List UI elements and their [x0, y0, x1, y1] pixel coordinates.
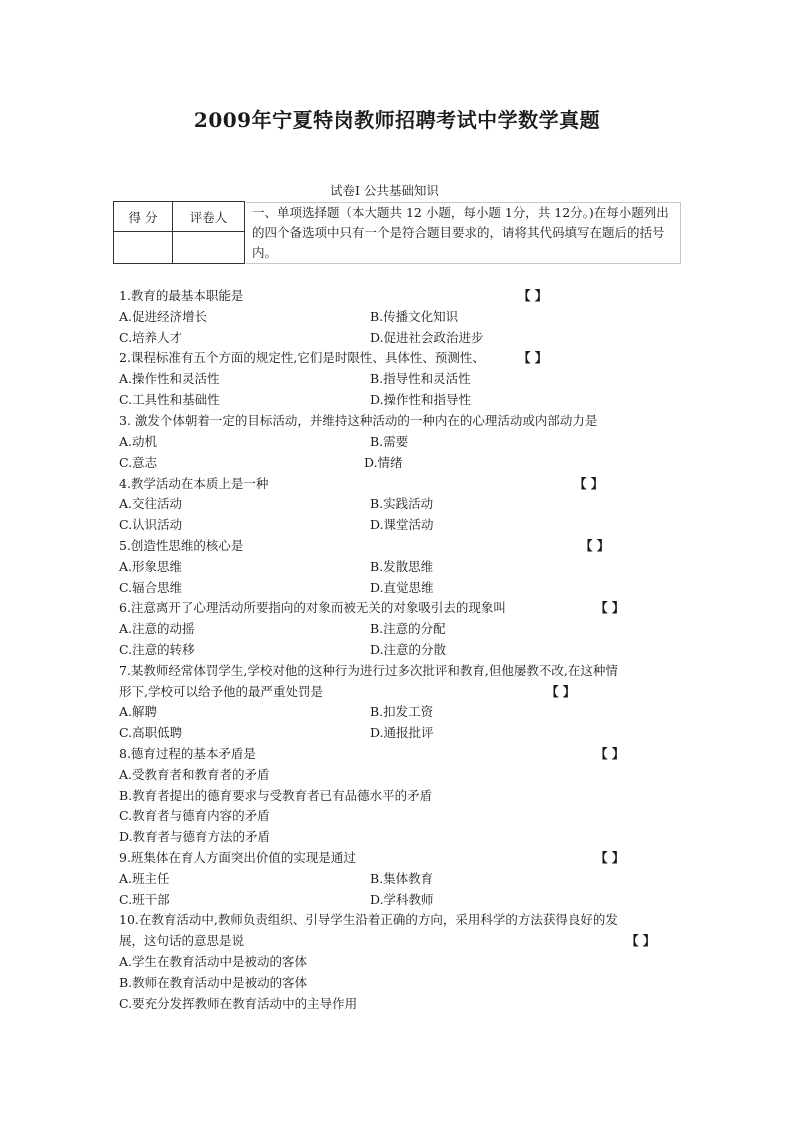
question-8-option-b: B.教育者提出的德育要求与受教育者已有品德水平的矛盾 [119, 788, 433, 803]
question-9-option-c: C.班干部 [119, 892, 170, 907]
section-instructions: 一、单项选择题（本大题共 12 小题，每小题 1分，共 12分。)在每小题列出的四个备选项中只有一个是符合题目要求的，请将其代码填写在题后的括号内。 [246, 202, 681, 264]
section-subtitle: 试卷Ⅰ 公共基础知识 [330, 183, 439, 198]
question-10-answer-bracket: 【 】 [626, 933, 656, 948]
grader-cell [173, 232, 245, 264]
question-1-answer-bracket: 【 】 [518, 288, 548, 303]
question-2-stem: 2.课程标准有五个方面的规定性,它们是时限性、具体性、预测性、 [119, 350, 485, 365]
question-1-option-a: A.促进经济增长 [119, 309, 208, 324]
question-1-option-b: B.传播文化知识 [370, 309, 459, 324]
question-4-option-c: C.认识活动 [119, 517, 183, 532]
question-1-option-c: C.培养人才 [119, 330, 183, 345]
question-10-option-b: B.教师在教育活动中是被动的客体 [119, 975, 308, 990]
question-10-option-a: A.学生在教育活动中是被动的客体 [119, 954, 308, 969]
question-7-stem-cont: 形下,学校可以给予他的最严重处罚是 [119, 684, 323, 699]
question-7-option-b: B.扣发工资 [370, 704, 434, 719]
question-6-option-a: A.注意的动摇 [119, 621, 195, 636]
question-5-option-b: B.发散思维 [370, 559, 434, 574]
question-8-stem: 8.德育过程的基本矛盾是 [119, 746, 256, 761]
question-2-option-a: A.操作性和灵活性 [119, 371, 220, 386]
question-2-option-d: D.操作性和指导性 [370, 392, 472, 407]
question-4-option-d: D.课堂活动 [370, 517, 434, 532]
question-8-answer-bracket: 【 】 [595, 746, 625, 761]
question-4-option-b: B.实践活动 [370, 496, 434, 511]
question-10-stem: 10.在教育活动中,教师负责组织、引导学生沿着正确的方向，采用科学的方法获得良好的发 [119, 912, 618, 927]
question-4-answer-bracket: 【 】 [574, 476, 604, 491]
question-7-option-d: D.通报批评 [370, 725, 434, 740]
grader-label: 评卷人 [173, 202, 245, 232]
question-5-option-d: D.直觉思维 [370, 580, 434, 595]
question-7-option-a: A.解聘 [119, 704, 158, 719]
question-3-stem: 3. 激发个体朝着一定的目标活动，并维持这种活动的一种内在的心理活动或内部动力是 [119, 413, 598, 428]
question-3-option-c: C.意志 [119, 455, 158, 470]
score-cell [114, 232, 173, 264]
question-7-option-c: C.高职低聘 [119, 725, 183, 740]
question-3-option-d: D.情绪 [364, 455, 403, 470]
question-6-stem: 6.注意离开了心理活动所要指向的对象而被无关的对象吸引去的现象叫 [119, 600, 506, 615]
question-6-option-d: D.注意的分散 [370, 642, 447, 657]
question-9-option-b: B.集体教育 [370, 871, 434, 886]
question-2-answer-bracket: 【 】 [518, 350, 548, 365]
question-5-stem: 5.创造性思维的核心是 [119, 538, 244, 553]
question-6-answer-bracket: 【 】 [595, 600, 625, 615]
question-5-answer-bracket: 【 】 [580, 538, 610, 553]
question-3-option-b: B.需要 [370, 434, 409, 449]
question-5-option-c: C.辐合思维 [119, 580, 183, 595]
page-title: 2009年宁夏特岗教师招聘考试中学数学真题 [193, 108, 601, 132]
question-4-stem: 4.教学活动在本质上是一种 [119, 476, 269, 491]
question-6-option-c: C.注意的转移 [119, 642, 195, 657]
question-5-option-a: A.形象思维 [119, 559, 183, 574]
question-1-option-d: D.促进社会政治进步 [370, 330, 484, 345]
question-10-option-c: C.要充分发挥教师在教育活动中的主导作用 [119, 996, 358, 1011]
question-8-option-d: D.教育者与德育方法的矛盾 [119, 829, 271, 844]
score-table [113, 201, 245, 264]
question-6-option-b: B.注意的分配 [370, 621, 446, 636]
question-8-option-a: A.受教育者和教育者的矛盾 [119, 767, 270, 782]
question-1-stem: 1.教育的最基本职能是 [119, 288, 244, 303]
question-10-stem-cont: 展，这句话的意思是说 [119, 933, 245, 948]
question-7-answer-bracket: 【 】 [546, 684, 576, 699]
score-label: 得 分 [114, 202, 173, 232]
question-9-option-d: D.学科教师 [370, 892, 434, 907]
question-9-answer-bracket: 【 】 [595, 850, 625, 865]
question-2-option-c: C.工具性和基础性 [119, 392, 220, 407]
question-2-option-b: B.指导性和灵活性 [370, 371, 471, 386]
question-4-option-a: A.交往活动 [119, 496, 183, 511]
question-8-option-c: C.教育者与德育内容的矛盾 [119, 808, 270, 823]
question-9-stem: 9.班集体在育人方面突出价值的实现是通过 [119, 850, 356, 865]
question-3-option-a: A.动机 [119, 434, 158, 449]
question-7-stem: 7.某教师经常体罚学生,学校对他的这种行为进行过多次批评和教育,但他屡教不改,在这种情 [119, 663, 618, 678]
question-9-option-a: A.班主任 [119, 871, 170, 886]
